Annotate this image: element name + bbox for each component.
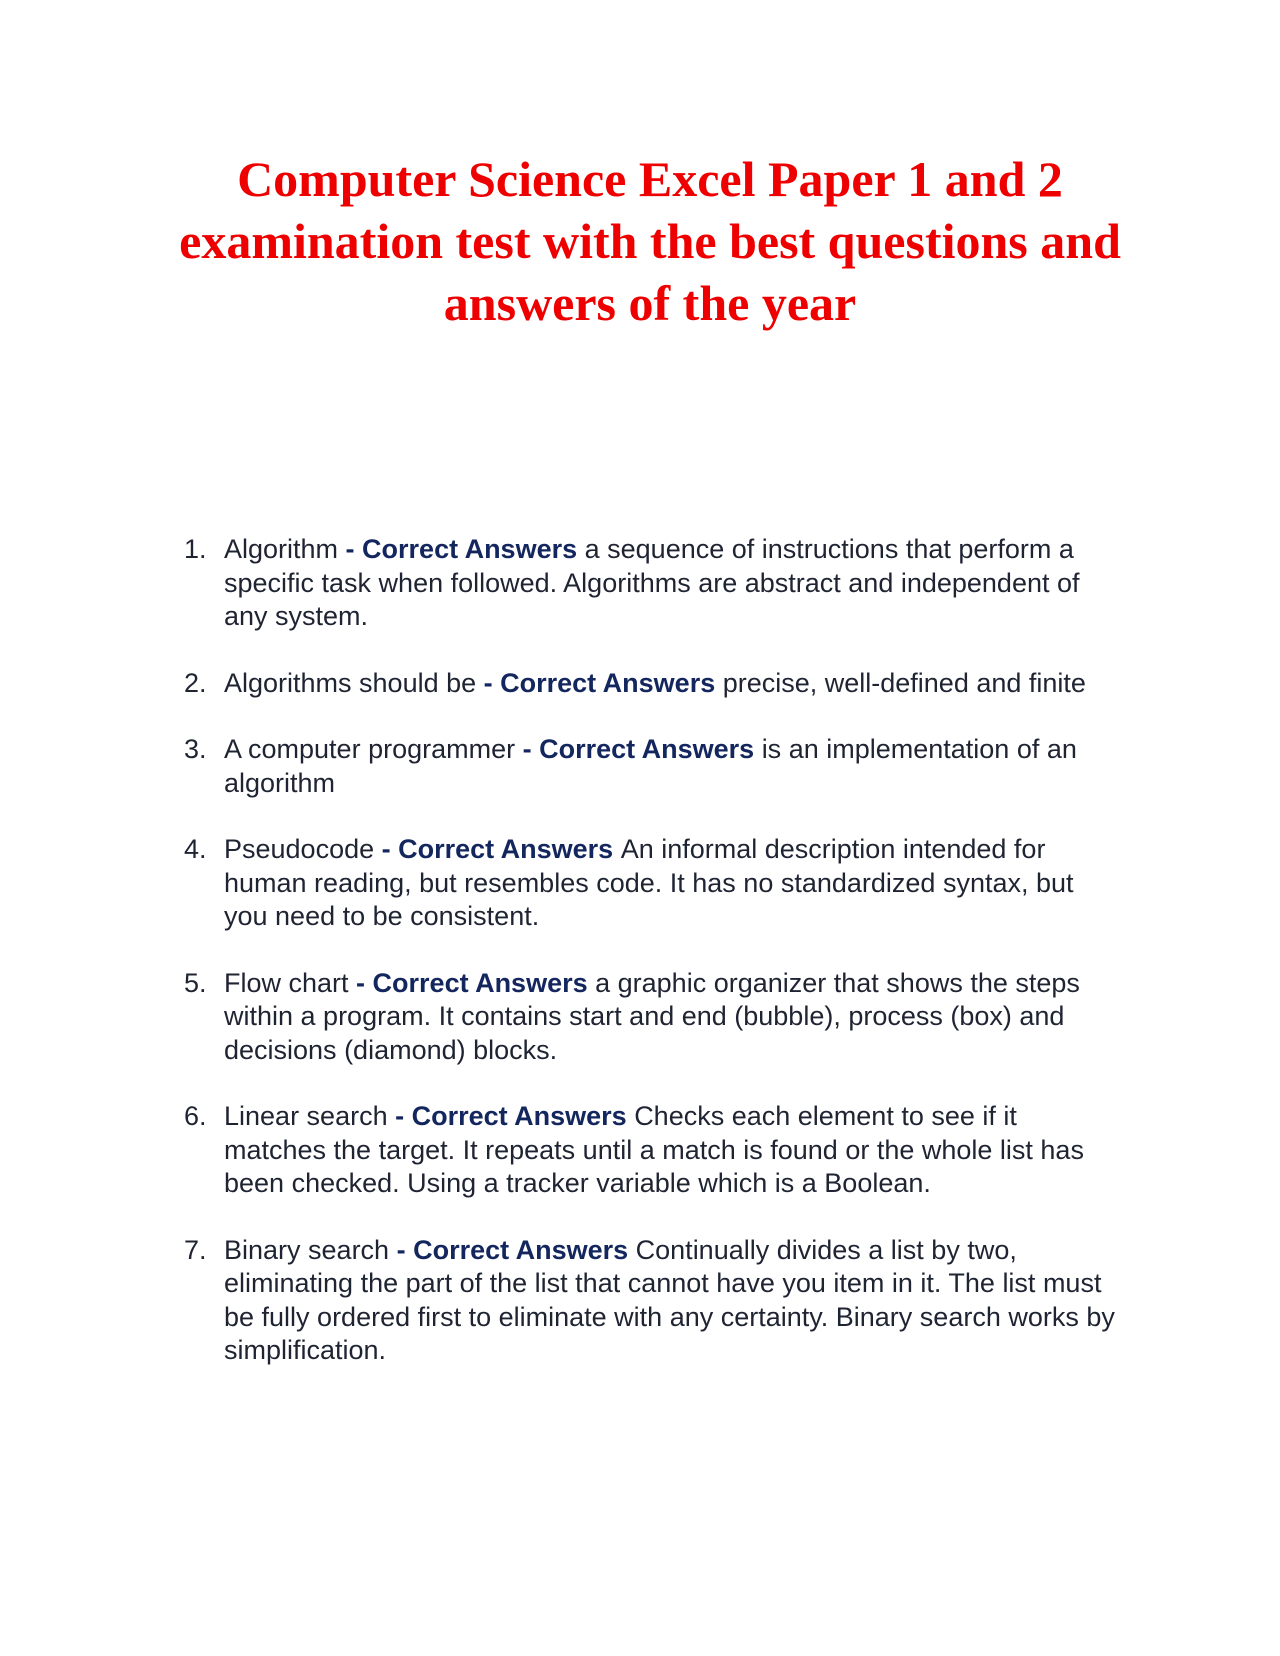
item-term: Flow chart [224, 967, 349, 998]
item-term: Pseudocode [224, 834, 375, 864]
list-item [180, 733, 1120, 800]
correct-answers-label: - Correct Answers [389, 1234, 636, 1265]
item-number: 2. [184, 667, 207, 698]
correct-answers-label: - Correct Answers [338, 534, 585, 564]
item-answer: Continually divides a list by two, eliminating the part of the list that cannot have you item in it. The list must be fully ordered first to eliminate with any certainty. Binary search works by simplification. [224, 1234, 1115, 1365]
list-item [180, 1234, 1120, 1368]
item-number: 4. [184, 834, 207, 864]
correct-answers-label: - Correct Answers [374, 834, 621, 864]
correct-answers-label: - Correct Answers [387, 1101, 635, 1131]
item-answer: precise, well-defined and finite [722, 667, 1086, 698]
item-number: 7. [184, 1234, 207, 1265]
list-item [180, 1100, 1120, 1201]
list-item [180, 833, 1120, 934]
correct-answers-label: - Correct Answers [515, 734, 762, 764]
document-title: Computer Science Excel Paper 1 and 2 examination test with the best questions and answers of the year [179, 151, 1121, 331]
item-answer: Checks each element to see if it matches the target. It repeats until a match is found or the whole list has been checked. Using a tracker variable which is a Boolean. [224, 1101, 1084, 1198]
item-number: 3. [184, 734, 207, 764]
question-answer-list [180, 533, 1120, 1401]
list-item [180, 967, 1120, 1068]
correct-answers-label: - Correct Answers [348, 967, 596, 998]
item-term: A computer programmer [224, 734, 516, 764]
item-answer: An informal description intended for human reading, but resembles code. It has no standardized syntax, but you need to be consistent. [224, 834, 1074, 931]
item-term: Algorithm [224, 534, 339, 564]
item-answer: is an implementation of an algorithm [224, 734, 1077, 798]
list-item [180, 667, 1120, 701]
item-answer: a sequence of instructions that perform a specific task when followed. Algorithms are abstract and independent of any system. [224, 534, 1080, 631]
list-item [180, 533, 1120, 634]
correct-answers-label: - Correct Answers [476, 667, 723, 698]
item-term: Algorithms should be [224, 667, 477, 698]
item-number: 1. [184, 534, 207, 564]
item-term: Binary search [224, 1234, 390, 1265]
item-number: 6. [184, 1101, 207, 1131]
item-term: Linear search [224, 1101, 388, 1131]
item-number: 5. [184, 967, 207, 998]
item-answer: a graphic organizer that shows the steps within a program. It contains start and end (bubble), process (box) and decisions (diamond) blocks. [224, 967, 1080, 1065]
